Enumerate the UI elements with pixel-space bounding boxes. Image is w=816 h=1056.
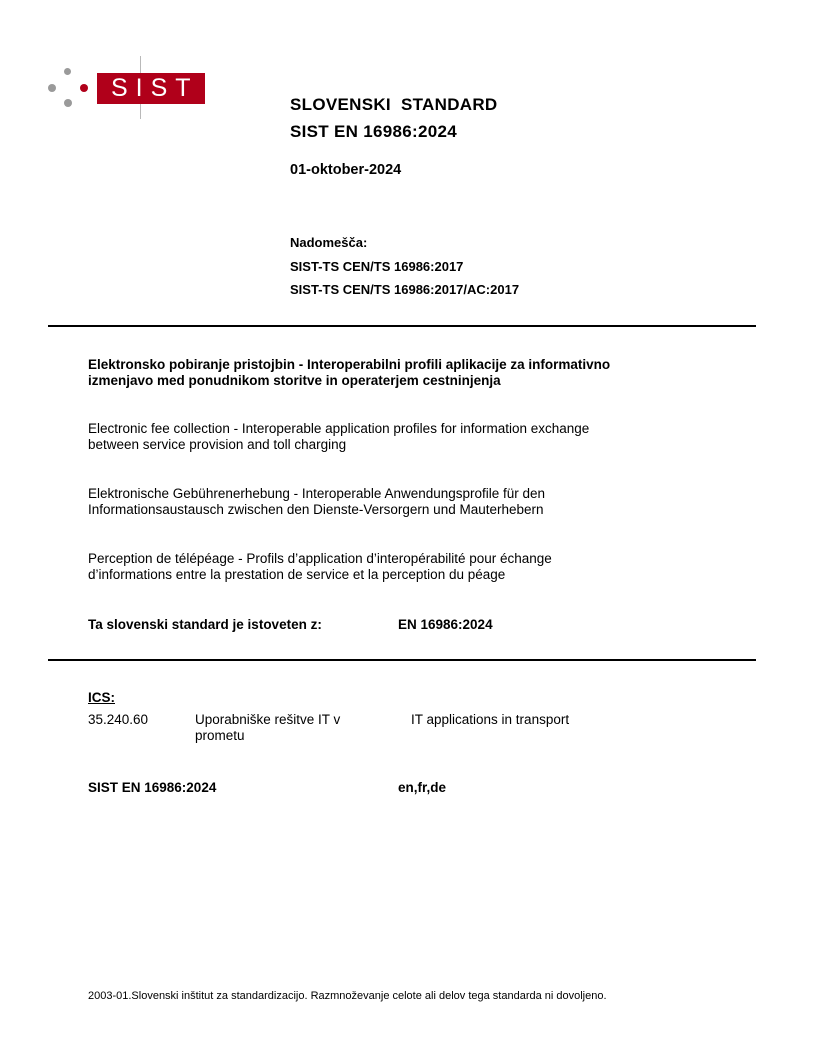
- replaced-standard: SIST-TS CEN/TS 16986:2017/AC:2017: [290, 282, 520, 297]
- divider: [48, 659, 756, 661]
- ics-code: 35.240.60: [88, 712, 149, 727]
- logo-dot-icon: [80, 84, 88, 92]
- title-line: d’informations entre la prestation de service et la perception du péage: [88, 566, 506, 582]
- title-line: Informationsaustausch zwischen den Dienste-Versorgern und Mauterhebern: [88, 501, 544, 517]
- title-line: between service provision and toll charging: [88, 436, 347, 452]
- title-line: Perception de télépéage - Profils d’application d’interopérabilité pour échange: [88, 551, 552, 566]
- logo-wordmark: SIST: [97, 73, 205, 104]
- standard-number: SIST EN 16986:2024: [290, 122, 457, 141]
- ics-line: Uporabniške rešitve IT v: [195, 712, 341, 727]
- publication-date: 01-oktober-2024: [290, 162, 402, 178]
- ics-description-sl: [195, 712, 380, 744]
- title-line: Electronic fee collection - Interoperable application profiles for information exchange: [88, 421, 590, 436]
- identical-label: Ta slovenski standard je istoveten z:: [88, 617, 322, 632]
- logo-dot-icon: [64, 99, 72, 107]
- logo-dot-icon: [48, 84, 56, 92]
- logo-dot-icon: [64, 68, 71, 75]
- title-fr: [88, 551, 748, 582]
- title-line: Elektronische Gebührenerhebung - Interoperable Anwendungsprofile für den: [88, 486, 546, 501]
- title-line: Elektronsko pobiranje pristojbin - Interoperabilni profili aplikacije za informativno: [88, 357, 611, 372]
- title-de: [88, 486, 748, 517]
- identical-value: EN 16986:2024: [398, 617, 493, 632]
- copyright-notice: 2003-01.Slovenski inštitut za standardizacijo. Razmnoževanje celote ali delov tega standarda ni dovoljeno.: [88, 990, 607, 1002]
- title-sl: [88, 357, 748, 388]
- ics-title: ICS:: [88, 690, 115, 705]
- ics-description-en: IT applications in transport: [411, 712, 570, 727]
- title-line: izmenjavo med ponudnikom storitve in operaterjem cestninjenja: [88, 372, 501, 388]
- footer-standard: SIST EN 16986:2024: [88, 780, 217, 795]
- ics-line: prometu: [195, 728, 245, 743]
- title-en: [88, 421, 748, 452]
- footer-languages: en,fr,de: [398, 780, 447, 795]
- replaced-standard: SIST-TS CEN/TS 16986:2017: [290, 259, 464, 274]
- replaces-label: Nadomešča:: [290, 235, 368, 250]
- divider: [48, 325, 756, 327]
- document-type: SLOVENSKI STANDARD: [290, 95, 498, 114]
